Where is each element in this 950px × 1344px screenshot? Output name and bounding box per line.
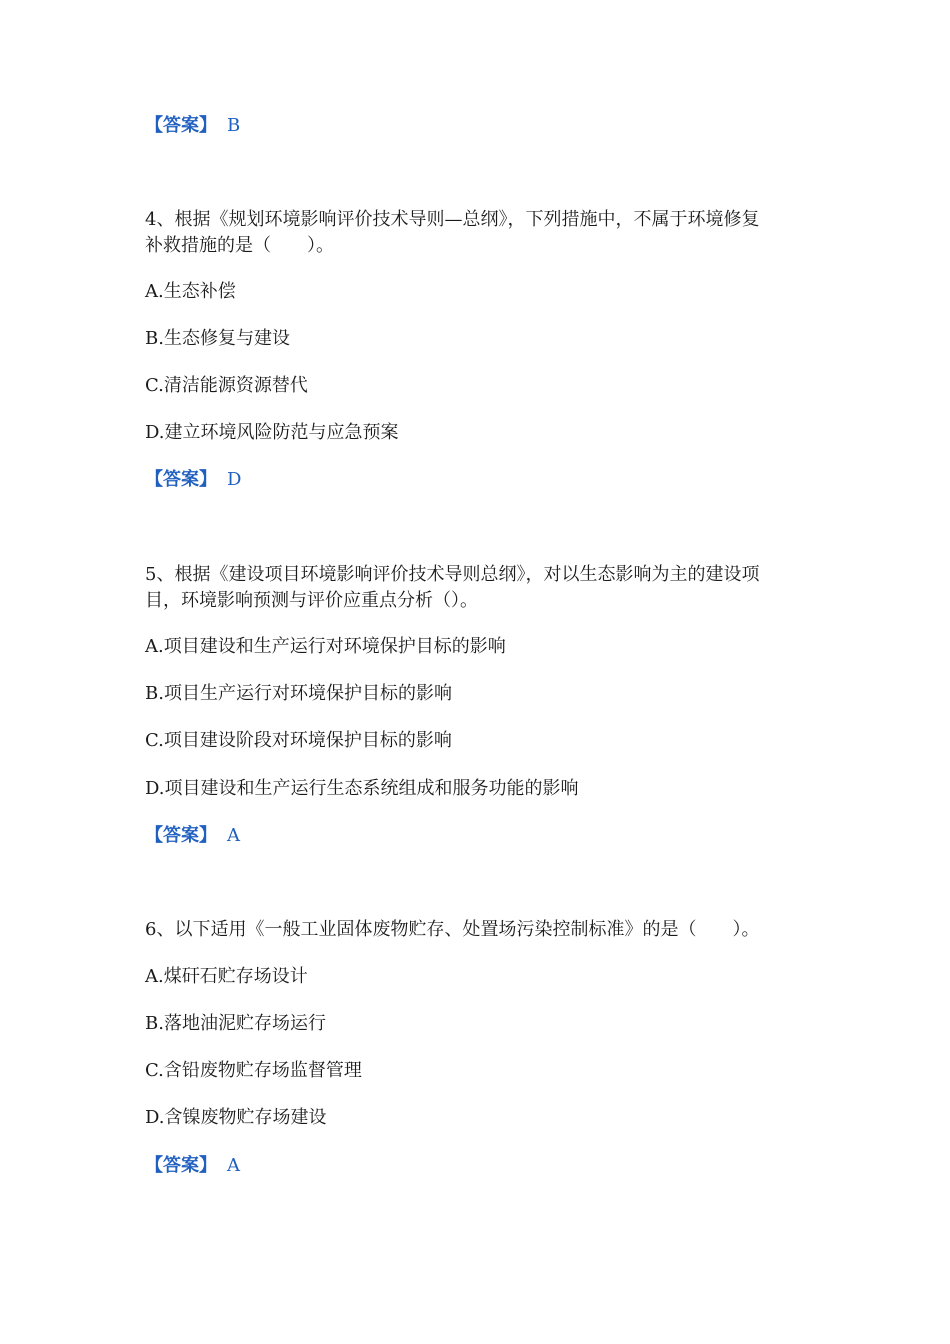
question-6-stem	[145, 917, 815, 943]
question-5-option-c: C.项目建设阶段对环境保护目标的影响	[145, 730, 452, 751]
question-5-stem-line1: 5、根据《建设项目环境影响评价技术导则总纲》，对以生态影响为主的建设项	[145, 564, 760, 585]
question-6-option-b: B.落地油泥贮存场运行	[145, 1013, 326, 1034]
answer-label: 【答案】	[145, 469, 217, 490]
answer-label: 【答案】	[145, 825, 217, 846]
question-6-option-d: D.含镍废物贮存场建设	[145, 1107, 327, 1128]
answer-value: A	[227, 1155, 240, 1176]
question-5-option-a: A.项目建设和生产运行对环境保护目标的影响	[145, 636, 506, 657]
answer-label: 【答案】	[145, 1155, 217, 1176]
answer-line-q4	[145, 467, 241, 493]
answer-line-q5	[145, 823, 240, 849]
answer-value: B	[227, 115, 241, 136]
question-4-stem-line2: 补救措施的是（ ）。	[145, 235, 334, 256]
answer-label: 【答案】	[145, 115, 217, 136]
question-4-stem-line1: 4、根据《规划环境影响评价技术导则—总纲》，下列措施中，不属于环境修复	[145, 209, 760, 230]
question-4-option-a: A.生态补偿	[145, 281, 236, 302]
question-4-option-c: C.清洁能源资源替代	[145, 375, 308, 396]
answer-line-q6	[145, 1153, 240, 1179]
question-5-option-d: D.项目建设和生产运行生态系统组成和服务功能的影响	[145, 778, 579, 799]
question-4-option-b: B.生态修复与建设	[145, 328, 290, 349]
question-6-option-c: C.含铅废物贮存场监督管理	[145, 1060, 362, 1081]
question-6-option-a: A.煤矸石贮存场设计	[145, 966, 308, 987]
answer-line-q3	[145, 113, 240, 139]
answer-value: A	[227, 825, 240, 846]
answer-value: D	[227, 469, 242, 490]
question-5-stem	[145, 562, 815, 614]
question-5-option-b: B.项目生产运行对环境保护目标的影响	[145, 683, 452, 704]
question-6-stem-line1: 6、以下适用《一般工业固体废物贮存、处置场污染控制标准》的是（ ）。	[145, 919, 760, 940]
question-4-option-d: D.建立环境风险防范与应急预案	[145, 422, 399, 443]
question-4-stem	[145, 207, 815, 259]
question-5-stem-line2: 目，环境影响预测与评价应重点分析（）。	[145, 590, 478, 611]
